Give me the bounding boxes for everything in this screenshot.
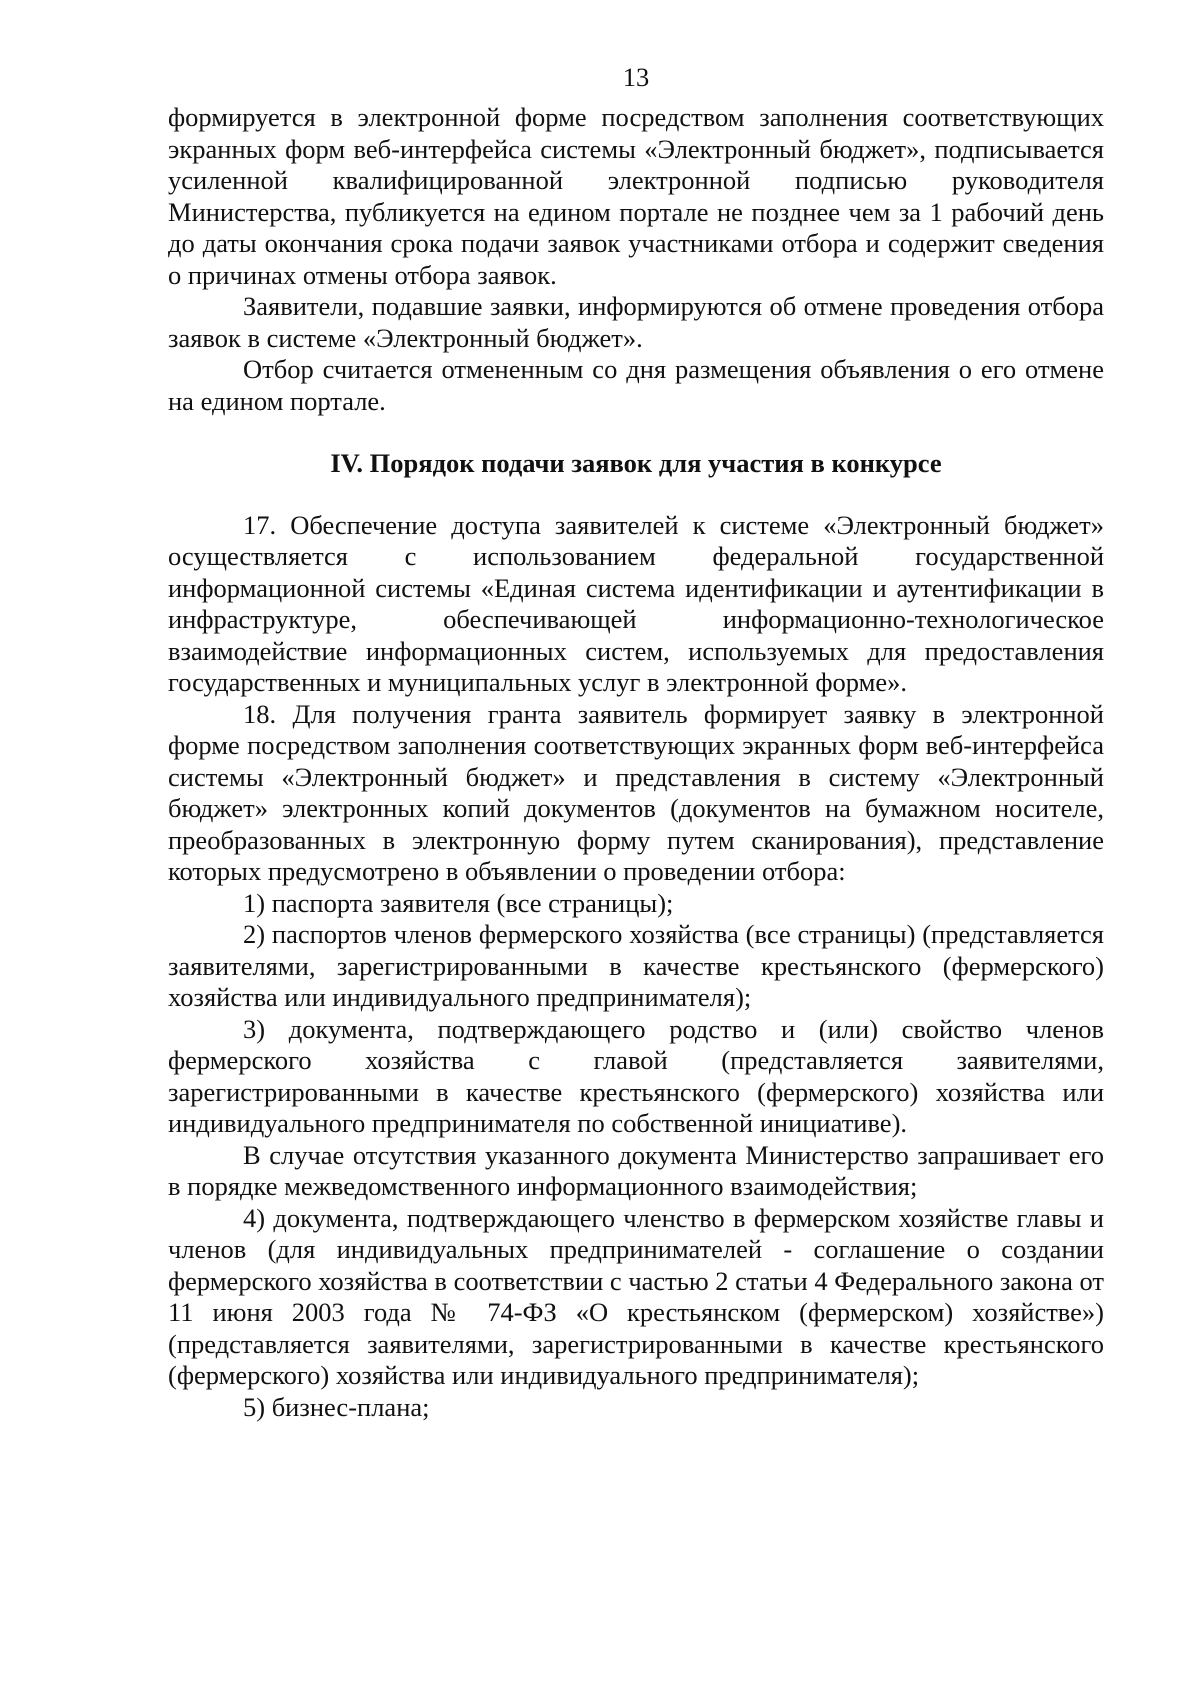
- section-heading: IV. Порядок подачи заявок для участия в конкурсе: [330, 448, 942, 478]
- document-page: [168, 62, 1104, 1423]
- list-item-4: 4) документа, подтверждающего членство в фермерском хозяйстве главы и членов (для индивидуальных предпринимателей - соглашение о создании фермерского хозяйства в соответствии с частью 2 статьи 4 Федерального закона от 11 июня 2003 года № 74-ФЗ «О крестьянском (фермерском) хозяйстве») (представляется заявителями, зарегистрированными в качестве крестьянского (фермерского) хозяйства или индивидуального предпринимателя);: [168, 1202, 1104, 1390]
- list-item-2: 2) паспортов членов фермерского хозяйства (все страницы) (представляется заявителями, зарегистрированными в качестве крестьянского (фермерского) хозяйства или индивидуального предпринимателя);: [168, 919, 1104, 1012]
- list-item-1: 1) паспорта заявителя (все страницы);: [243, 887, 674, 918]
- paragraph-applicants-informed: Заявители, подавшие заявки, информируются об отмене проведения отбора заявок в системе «Электронный бюджет».: [168, 291, 1104, 353]
- paragraph-continuation: формируется в электронной форме посредством заполнения соответствующих экранных форм веб-интерфейса системы «Электронный бюджет», подписывается усиленной квалифицированной электронной подписью руководителя Министерства, публикуется на едином портале не позднее чем за 1 рабочий день до даты окончания срока подачи заявок участниками отбора и содержит сведения о причинах отмены отбора заявок.: [168, 102, 1104, 290]
- list-item-3: 3) документа, подтверждающего родство и (или) свойство членов фермерского хозяйства с главой (представляется заявителями, зарегистрированными в качестве крестьянского (фермерского) хозяйства или индивидуального предпринимателя по собственной инициативе).: [168, 1013, 1104, 1138]
- page-number: 13: [622, 62, 650, 92]
- paragraph-item-17: 17. Обеспечение доступа заявителей к системе «Электронный бюджет» осуществляется с использованием федеральной государственной информационной системы «Единая система идентификации и аутентификации в инфраструктуре, обеспечивающей информационно-технологическое взаимодействие информационных систем, используемых для предоставления государственных и муниципальных услуг в электронной форме».: [168, 509, 1104, 697]
- paragraph-item-18: 18. Для получения гранта заявитель формирует заявку в электронной форме посредством заполнения соответствующих экранных форм веб-интерфейса системы «Электронный бюджет» и представления в систему «Электронный бюджет» электронных копий документов (документов на бумажном носителе, преобразованных в электронную форму путем сканирования), представление которых предусмотрено в объявлении о проведении отбора:: [168, 698, 1104, 886]
- paragraph-document-absence: В случае отсутствия указанного документа Министерство запрашивает его в порядке межведомственного информационного взаимодействия;: [168, 1139, 1104, 1201]
- paragraph-selection-cancelled: Отбор считается отмененным со дня размещения объявления о его отмене на едином портале.: [168, 354, 1104, 416]
- list-item-5: 5) бизнес-плана;: [243, 1391, 430, 1422]
